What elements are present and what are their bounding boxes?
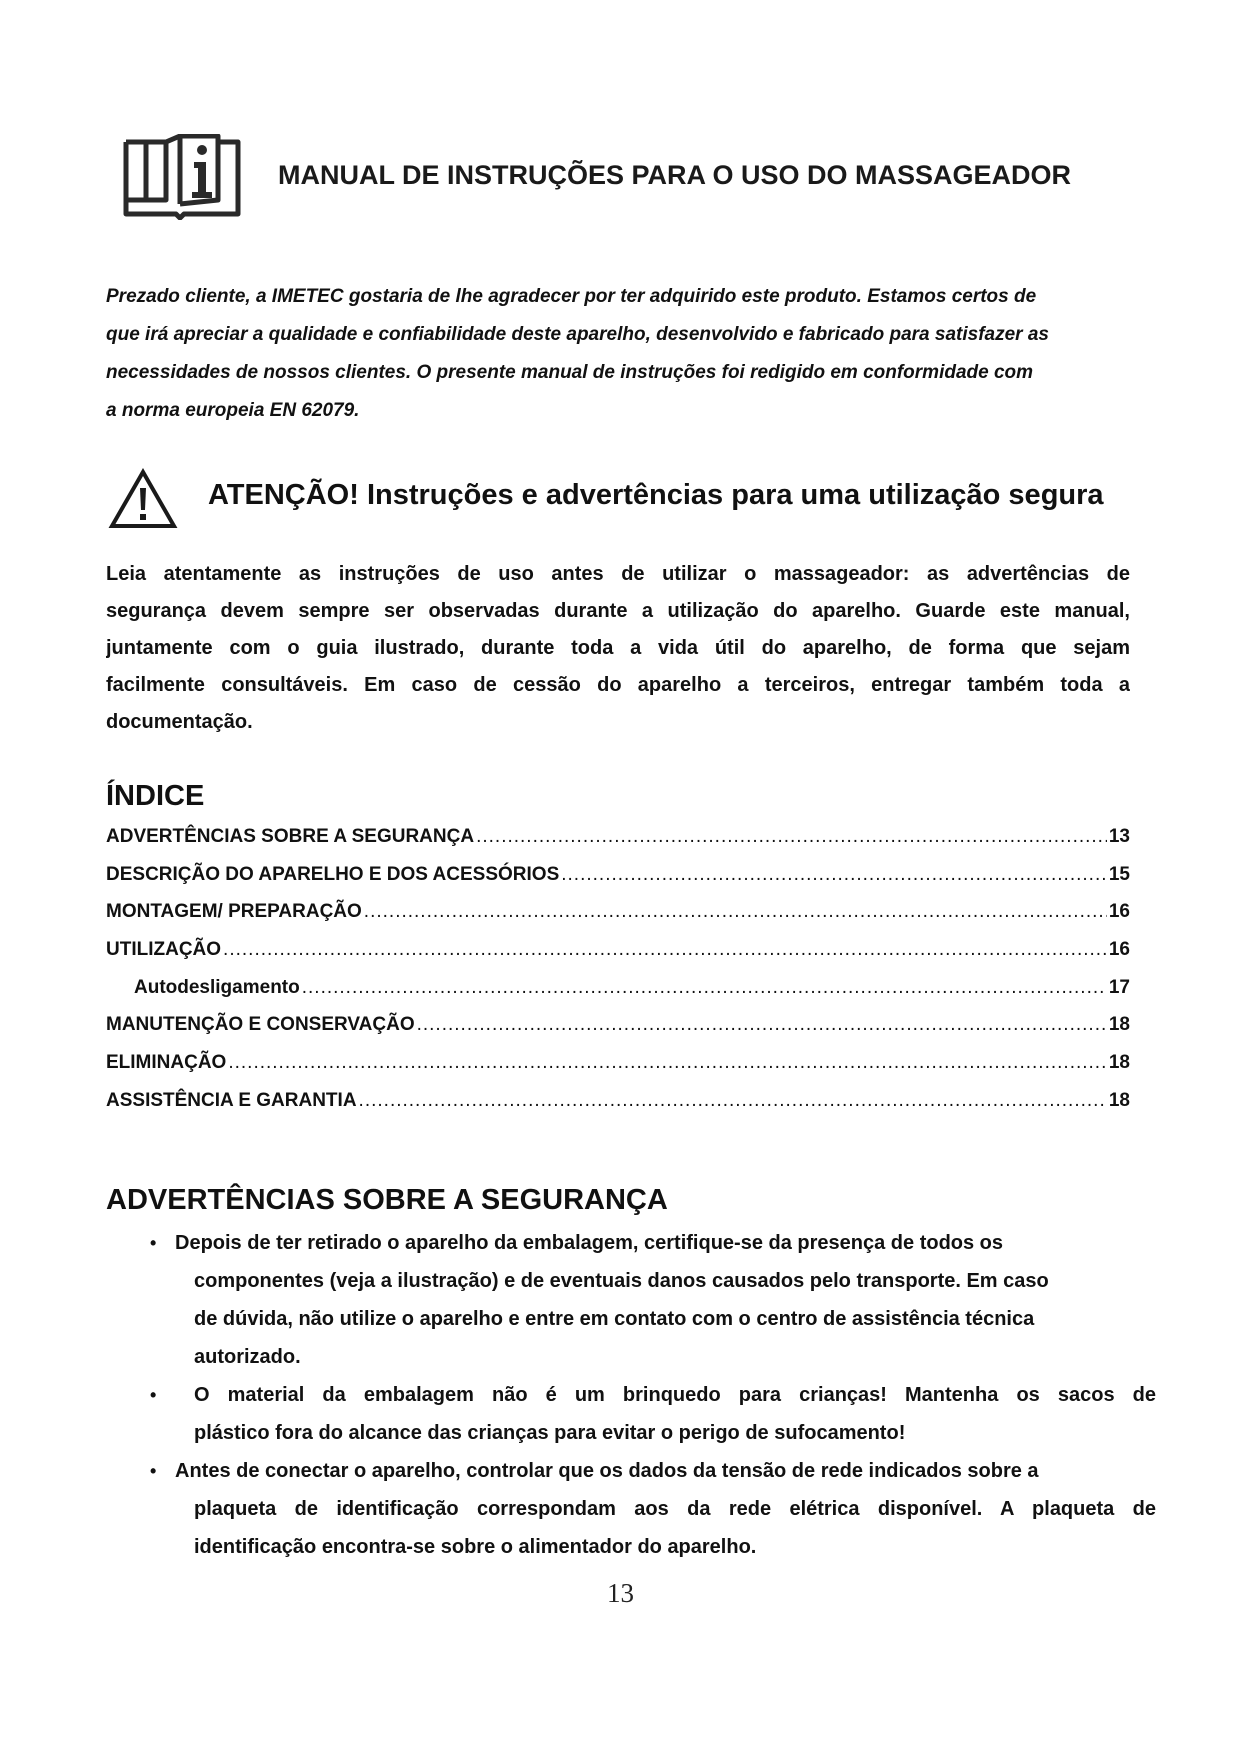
toc-entry-label: Autodesligamento (134, 976, 300, 998)
toc-entry[interactable] (106, 818, 1130, 856)
bullet-line: O material da embalagem não é um brinquedo para crianças! Mantenha os sacos de (194, 1384, 1156, 1406)
bullet-line: autorizado. (194, 1346, 301, 1368)
toc-entry-label: UTILIZAÇÃO (106, 939, 222, 961)
warning-paragraph (106, 556, 1130, 741)
toc-entry-label: ADVERTÊNCIAS SOBRE A SEGURANÇA (106, 826, 475, 847)
warning-triangle-icon (108, 468, 178, 530)
toc-entry[interactable] (106, 931, 1130, 969)
toc-leader (364, 893, 1107, 931)
intro-line: necessidades de nossos clientes. O presente manual de instruções foi redigido em conformidade com (106, 362, 1034, 383)
toc-entry[interactable] (106, 893, 1130, 931)
warning-title: ATENÇÃO! Instruções e advertências para uma utilização segura (208, 479, 1104, 511)
toc-entry-page: 18 (1108, 1089, 1130, 1111)
toc-entry-label: MONTAGEM/ PREPARAÇÃO (106, 901, 362, 923)
bullet-line: identificação encontra-se sobre o alimentador do aparelho. (194, 1536, 757, 1558)
toc-entry-page: 18 (1108, 1014, 1130, 1036)
bullet-line: de dúvida, não utilize o aparelho e entre em contato com o centro de assistência técnica (194, 1308, 1035, 1330)
warning-line: Leia atentamente as instruções de uso antes de utilizar o massageador: as advertências de (106, 563, 1130, 585)
intro-line: Prezado cliente, a IMETEC gostaria de lhe agradecer por ter adquirido este produto. Estamos certos de (106, 286, 1037, 307)
toc-entry-page: 17 (1108, 976, 1130, 998)
index-title: ÍNDICE (106, 780, 205, 812)
toc-entry-label: DESCRIÇÃO DO APARELHO E DOS ACESSÓRIOS (106, 863, 560, 885)
toc-entry[interactable] (106, 856, 1130, 894)
toc-entry-page: 16 (1108, 939, 1130, 961)
bullet-line: plaqueta de identificação correspondam aos da rede elétrica disponível. A plaqueta de (194, 1498, 1156, 1520)
page-number: 13 (607, 1578, 634, 1608)
toc-leader (228, 1044, 1107, 1082)
safety-bullet-list (106, 1224, 1156, 1566)
list-item (106, 1452, 1156, 1566)
toc-leader (561, 856, 1107, 894)
warning-line: facilmente consultáveis. Em caso de cessão do aparelho a terceiros, entregar também toda a (106, 674, 1130, 696)
toc-entry-page: 13 (1108, 826, 1130, 847)
toc-entry[interactable] (106, 1006, 1130, 1044)
toc-subentry[interactable] (106, 969, 1130, 1007)
bullet-line: Antes de conectar o aparelho, controlar que os dados da tensão de rede indicados sobre a (175, 1460, 1039, 1482)
list-item (106, 1376, 1156, 1452)
bullet-point: • (150, 1385, 157, 1405)
toc-entry-label: ELIMINAÇÃO (106, 1052, 227, 1074)
table-of-contents (106, 818, 1130, 1120)
toc-leader (302, 969, 1107, 1007)
toc-entry[interactable] (106, 1082, 1130, 1120)
bullet-point: • (150, 1461, 157, 1481)
instruction-manual-info-icon (122, 134, 242, 220)
bullet-line: componentes (veja a ilustração) e de eventuais danos causados pelo transporte. Em caso (194, 1270, 1049, 1292)
toc-leader (417, 1006, 1107, 1044)
warning-line: segurança devem sempre ser observadas durante a utilização do aparelho. Guarde este manual, (106, 600, 1130, 622)
toc-entry-page: 15 (1108, 863, 1130, 885)
bullet-point: • (150, 1233, 157, 1253)
toc-entry[interactable] (106, 1044, 1130, 1082)
toc-entry-label: MANUTENÇÃO E CONSERVAÇÃO (106, 1014, 415, 1036)
bullet-line: Depois de ter retirado o aparelho da embalagem, certifique-se da presença de todos os (175, 1232, 1004, 1254)
toc-entry-label: ASSISTÊNCIA E GARANTIA (106, 1089, 357, 1111)
safety-section-title: ADVERTÊNCIAS SOBRE A SEGURANÇA (106, 1184, 668, 1216)
warning-line: juntamente com o guia ilustrado, durante toda a vida útil do aparelho, de forma que sejam (106, 637, 1130, 659)
toc-entry-page: 18 (1108, 1052, 1130, 1074)
intro-paragraph (106, 278, 1196, 430)
toc-entry-page: 16 (1108, 901, 1130, 923)
list-item (106, 1224, 1156, 1376)
toc-leader (223, 931, 1107, 969)
warning-line: documentação. (106, 711, 253, 733)
intro-line: a norma europeia EN 62079. (106, 400, 360, 421)
page-title: MANUAL DE INSTRUÇÕES PARA O USO DO MASSAGEADOR (278, 160, 1072, 190)
toc-leader (359, 1082, 1107, 1120)
intro-line: que irá apreciar a qualidade e confiabilidade deste aparelho, desenvolvido e fabricado para satisfazer as (106, 324, 1049, 345)
toc-leader (476, 818, 1107, 856)
bullet-line: plástico fora do alcance das crianças para evitar o perigo de sufocamento! (194, 1422, 906, 1444)
